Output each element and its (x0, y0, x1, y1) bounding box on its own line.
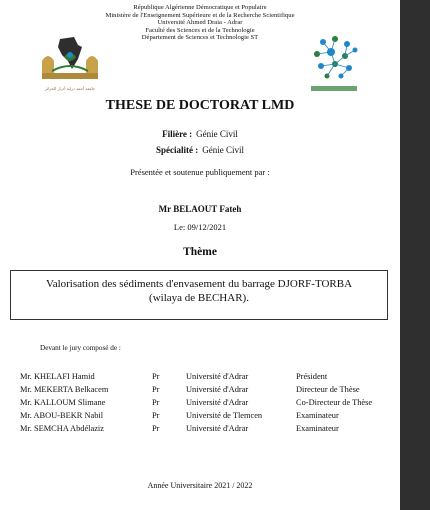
header-line-faculty: Faculté des Sciences et de la Technologie (145, 26, 255, 34)
jury-grade: Pr (152, 385, 160, 394)
jury-grade: Pr (152, 398, 160, 407)
theme-line-2: (wilaya de BECHAR). (149, 292, 249, 304)
theme-label: Thème (183, 246, 217, 258)
filiere-label: Filière : (162, 129, 193, 139)
jury-role: Examinateur (296, 411, 339, 420)
jury-university: Université d'Adrar (186, 385, 249, 394)
filiere-value: Génie Civil (196, 129, 238, 139)
jury-university: Université d'Adrar (186, 424, 249, 433)
jury-university: Université d'Adrar (186, 372, 249, 381)
presented-by: Présentée et soutenue publiquement par : (130, 167, 270, 177)
jury-name: Mr. MEKERTA Belkacem (20, 385, 109, 394)
jury-grade: Pr (152, 372, 160, 381)
header-line-republic: République Algérienne Démocratique et Populaire (133, 4, 267, 11)
jury-row (0, 411, 400, 422)
university-logo-caption: جامعة أحمد دراية أدرار الجزائر (44, 86, 96, 91)
date-label: Le: (173, 222, 186, 232)
jury-grade: Pr (152, 424, 160, 433)
jury-role: Co-Directeur de Thèse (296, 398, 373, 407)
header-line-ministry: Ministère de l'Enseignement Supérieure et de la Recherche Scientifique (105, 11, 295, 19)
jury-role: Examinateur (296, 424, 339, 433)
specialite-value: Génie Civil (202, 145, 244, 155)
defense-date (0, 222, 400, 232)
jury-row (0, 385, 400, 396)
faculty-logo (305, 34, 363, 96)
university-logo (38, 31, 102, 95)
thesis-title: THESE DE DOCTORAT LMD (105, 98, 295, 113)
academic-year: Année Universitaire 2021 / 2022 (147, 481, 253, 490)
jury-university: Université de Tlemcen (186, 411, 263, 420)
jury-name: Mr. KALLOUM Slimane (20, 398, 106, 407)
date-value: 09/12/2021 (187, 222, 227, 232)
header-line-department: Département de Sciences et Technologie ST (141, 34, 259, 42)
jury-row (0, 424, 400, 435)
jury-university: Université d'Adrar (186, 398, 249, 407)
jury-row (0, 372, 400, 383)
jury-name: Mr. KHELAFI Hamid (20, 372, 95, 381)
jury-row (0, 398, 400, 409)
theme-box (10, 270, 388, 320)
specialite-line (0, 140, 400, 158)
header-line-university: Université Ahmed Draia - Adrar (157, 19, 243, 27)
jury-grade: Pr (152, 411, 160, 420)
viewer-side-panel (400, 0, 430, 510)
jury-name: Mr. SEMCHA Abdélaziz (20, 424, 104, 433)
jury-name: Mr. ABOU-BEKR Nabil (20, 411, 104, 420)
jury-role: Président (296, 372, 328, 381)
network-head-icon (305, 34, 363, 96)
theme-line-1: Valorisation des sédiments d'envasement du barrage DJORF-TORBA (45, 278, 353, 290)
author-name: Mr BELAOUT Fateh (158, 204, 242, 214)
specialite-label: Spécialité : (156, 145, 199, 155)
jury-intro: Devant le jury composé de : (40, 344, 121, 352)
jury-role: Directeur de Thèse (296, 385, 360, 394)
